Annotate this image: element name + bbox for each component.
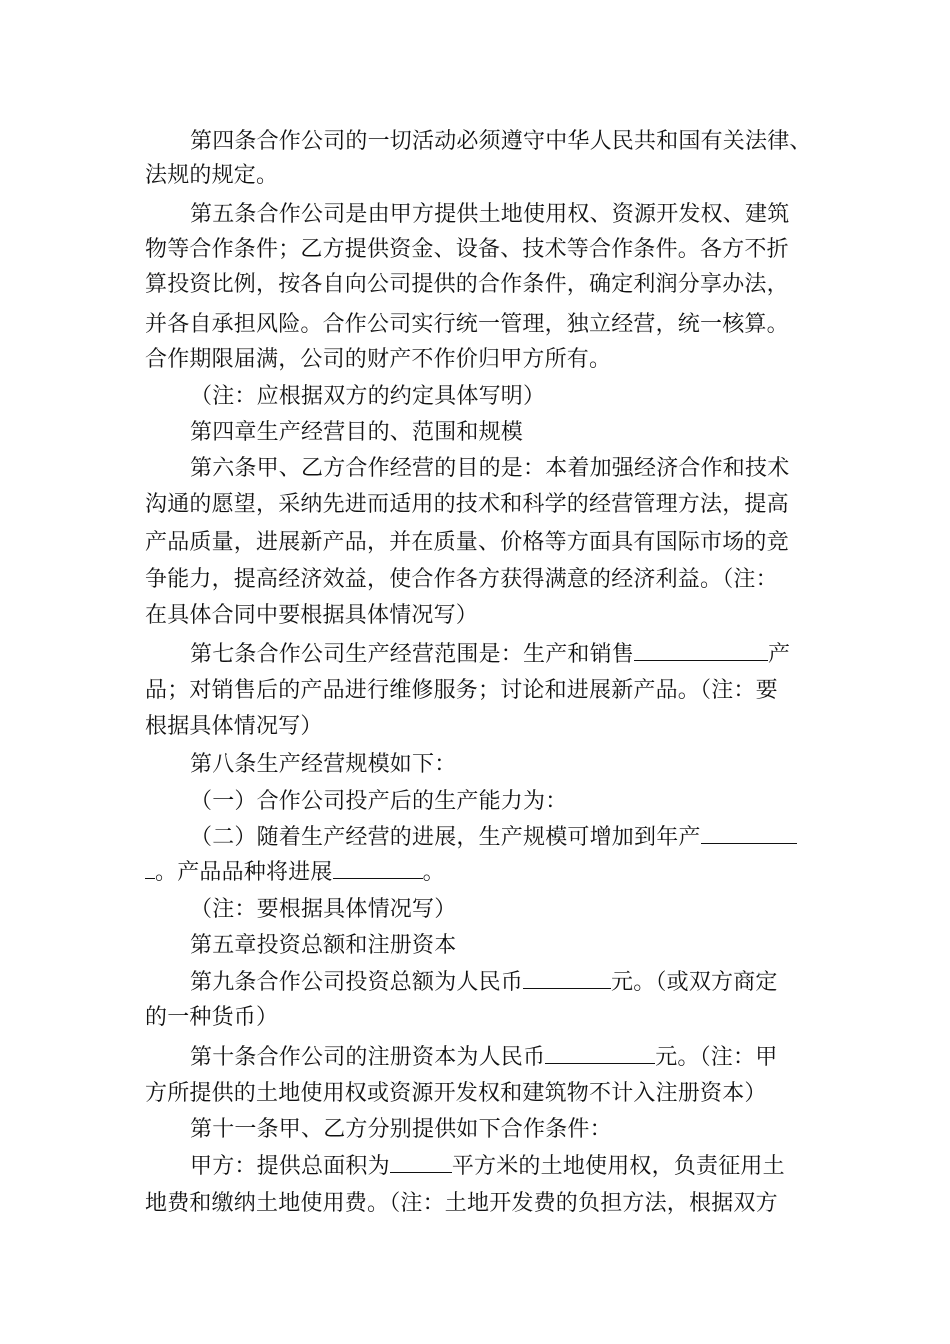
text-line: 地费和缴纳土地使用费。（注：土地开发费的负担方法，根据双方: [145, 1191, 778, 1216]
text-line: [190, 968, 778, 998]
text-line: [190, 1152, 785, 1182]
text-line: 争能力，提高经济效益，使合作各方获得满意的经济利益。（注：: [145, 567, 778, 592]
text-line: 沟通的愿望，采纳先进而适用的技术和科学的经营管理方法，提高: [145, 492, 789, 517]
text-segment: 第十条合作公司的注册资本为人民币: [190, 1045, 546, 1070]
text-line: （注：应根据双方的约定具体写明）: [190, 384, 546, 409]
text-segment: 。: [422, 860, 445, 885]
text-line: 品；对销售后的产品进行维修服务；讨论和进展新产品。（注：要: [145, 678, 778, 703]
chapter-heading: 第五章投资总额和注册资本: [190, 933, 457, 958]
text-segment: 元。（注：甲: [655, 1045, 778, 1070]
text-segment: 第七条合作公司生产经营范围是：生产和销售: [190, 642, 635, 667]
text-line: 并各自承担风险。合作公司实行统一管理，独立经营，统一核算。: [145, 312, 789, 337]
text-line: 根据具体情况写）: [145, 714, 323, 739]
fill-blank: [523, 968, 611, 989]
fill-blank: [545, 1043, 655, 1064]
text-segment: 甲方：提供总面积为: [190, 1154, 390, 1179]
text-line: 第五条合作公司是由甲方提供土地使用权、资源开发权、建筑: [190, 202, 790, 227]
text-segment: 产: [768, 642, 791, 667]
text-segment: 第九条合作公司投资总额为人民币: [190, 970, 524, 995]
text-line: 产品质量，进展新产品，并在质量、价格等方面具有国际市场的竞: [145, 530, 789, 555]
fill-blank: [634, 640, 768, 661]
text-line: （注：要根据具体情况写）: [190, 897, 457, 922]
fill-blank: [145, 858, 155, 879]
text-line: 法规的规定。: [145, 163, 279, 188]
text-line: 第六条甲、乙方合作经营的目的是：本着加强经济合作和技术: [190, 456, 790, 481]
text-line: 物等合作条件；乙方提供资金、设备、技术等合作条件。各方不折: [145, 237, 789, 262]
text-segment: 。产品品种将进展: [155, 860, 333, 885]
fill-blank: [701, 823, 797, 844]
text-line: 的一种货币）: [145, 1005, 279, 1030]
fill-blank: [333, 858, 423, 879]
text-line: [190, 823, 797, 853]
text-segment: 平方米的土地使用权，负责征用土: [451, 1154, 785, 1179]
text-line: 第四条合作公司的一切活动必须遵守中华人民共和国有关法律、: [190, 129, 812, 154]
text-line: 第十一条甲、乙方分别提供如下合作条件：: [190, 1117, 612, 1142]
text-line: 合作期限届满，公司的财产不作价归甲方所有。: [145, 347, 612, 372]
text-line: [145, 858, 445, 888]
text-line: [190, 640, 790, 670]
text-line: 在具体合同中要根据具体情况写）: [145, 603, 479, 628]
text-segment: （二）随着生产经营的进展，生产规模可增加到年产: [190, 825, 701, 850]
text-segment: 元。（或双方商定: [611, 970, 778, 995]
text-line: 方所提供的土地使用权或资源开发权和建筑物不计入注册资本）: [145, 1081, 767, 1106]
text-line: 第八条生产经营规模如下：: [190, 752, 457, 777]
chapter-heading: 第四章生产经营目的、范围和规模: [190, 420, 524, 445]
text-line: [190, 1043, 777, 1073]
fill-blank: [390, 1152, 452, 1173]
text-line: 算投资比例，按各自向公司提供的合作条件，确定利润分享办法，: [145, 272, 789, 297]
text-line: （一）合作公司投产后的生产能力为：: [190, 789, 568, 814]
